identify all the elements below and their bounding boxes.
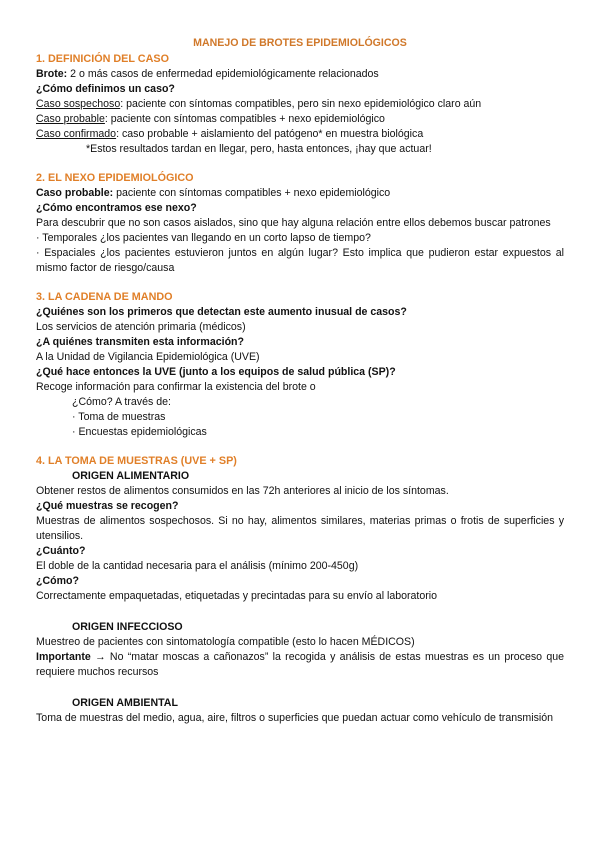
origen-alimentario-question-1: ¿Qué muestras se recogen? <box>36 500 179 512</box>
section-1-heading: 1. DEFINICIÓN DEL CASO <box>36 53 169 65</box>
spacer <box>36 157 564 171</box>
origen-ambiental-title: ORIGEN AMBIENTAL <box>72 697 178 709</box>
brote-text: 2 o más casos de enfermedad epidemiológicamente relacionados <box>67 68 379 80</box>
section-3-question-3: ¿Qué hace entonces la UVE (junto a los equipos de salud pública (SP)? <box>36 366 396 378</box>
origen-infeccioso-title: ORIGEN INFECCIOSO <box>72 621 183 633</box>
section-2-caso-probable-text: paciente con síntomas compatibles + nexo epidemiológico <box>113 187 391 199</box>
spacer <box>36 276 564 290</box>
origen-alimentario-answer-1: Muestras de alimentos sospechosos. Si no hay, alimentos similares, materias primas o frotis de superficies y utensilios. <box>36 515 564 542</box>
caso-probable <box>36 112 564 127</box>
importante-text: → No “matar moscas a cañonazos” la recogida y análisis de estas muestras es un proceso que requiere muchos recursos <box>36 651 564 678</box>
brote-definition <box>36 67 564 82</box>
caso-sospechoso <box>36 97 564 112</box>
origen-alimentario-answer-3: Correctamente empaquetadas, etiquetadas y precintadas para su envío al laboratorio <box>36 590 438 602</box>
origen-alimentario-question-3: ¿Cómo? <box>36 575 79 587</box>
section-3-answer-3: Recoge información para confirmar la existencia del brote o <box>36 381 316 393</box>
caso-confirmado-label: Caso confirmado <box>36 128 117 140</box>
origen-alimentario-question-2: ¿Cuánto? <box>36 545 86 557</box>
spacer <box>36 440 564 454</box>
section-3-list-item-2: · Encuestas epidemiológicas <box>72 426 207 438</box>
importante-label: Importante <box>36 651 91 663</box>
section-3-question-1: ¿Quiénes son los primeros que detectan este aumento inusual de casos? <box>36 306 407 318</box>
caso-probable-text: : paciente con síntomas compatibles + nexo epidemiológico <box>104 113 385 125</box>
section-3-question-2: ¿A quiénes transmiten esta información? <box>36 336 244 348</box>
bullet-temporales: · Temporales ¿los pacientes van llegando en un corto lapso de tiempo? <box>36 232 371 244</box>
section-3-answer-2: A la Unidad de Vigilancia Epidemiológica (UVE) <box>36 351 260 363</box>
brote-label: Brote: <box>36 68 68 80</box>
section-3-answer-1: Los servicios de atención primaria (médicos) <box>36 321 246 333</box>
origen-infeccioso-importante <box>36 650 564 680</box>
origen-alimentario-paragraph: Obtener restos de alimentos consumidos en las 72h anteriores al inicio de los síntomas. <box>36 485 449 497</box>
section-1-question: ¿Cómo definimos un caso? <box>36 83 175 95</box>
origen-alimentario-answer-2: El doble de la cantidad necesaria para el análisis (mínimo 200-450g) <box>36 560 359 572</box>
caso-confirmado <box>36 127 564 142</box>
section-4-heading: 4. LA TOMA DE MUESTRAS (UVE + SP) <box>36 455 237 467</box>
spacer <box>36 604 564 620</box>
section-1-note: *Estos resultados tardan en llegar, pero, hasta entonces, ¡hay que actuar! <box>86 143 432 155</box>
section-3-heading: 3. LA CADENA DE MANDO <box>36 291 173 303</box>
spacer <box>36 680 564 696</box>
section-3-list-intro: ¿Cómo? A través de: <box>72 396 171 408</box>
section-2-question: ¿Cómo encontramos ese nexo? <box>36 202 197 214</box>
origen-ambiental-paragraph: Toma de muestras del medio, agua, aire, filtros o superficies que puedan actuar como vehículo de transmisión <box>36 712 554 724</box>
caso-sospechoso-label: Caso sospechoso <box>36 98 121 110</box>
origen-infeccioso-paragraph: Muestreo de pacientes con sintomatología compatible (esto lo hacen MÉDICOS) <box>36 636 415 648</box>
section-2-caso-probable <box>36 186 564 201</box>
document-page <box>36 36 564 726</box>
section-2-heading: 2. EL NEXO EPIDEMIOLÓGICO <box>36 172 194 184</box>
section-2-paragraph: Para descubrir que no son casos aislados, sino que hay alguna relación entre ellos debemos buscar patrones <box>36 217 551 229</box>
caso-sospechoso-text: : paciente con síntomas compatibles, pero sin nexo epidemiológico claro aún <box>120 98 482 110</box>
bullet-espaciales: · Espaciales ¿los pacientes estuvieron juntos en algún lugar? Esto implica que pudieron estar expuestos al mismo factor de riesgo/causa <box>36 247 564 274</box>
section-2-caso-probable-label: Caso probable: <box>36 187 114 199</box>
section-3-list-item-1: · Toma de muestras <box>72 411 166 423</box>
document-title: MANEJO DE BROTES EPIDEMIOLÓGICOS <box>193 37 407 49</box>
origen-alimentario-title: ORIGEN ALIMENTARIO <box>72 470 190 482</box>
caso-probable-label: Caso probable <box>36 113 105 125</box>
caso-confirmado-text: : caso probable + aislamiento del patógeno* en muestra biológica <box>116 128 424 140</box>
